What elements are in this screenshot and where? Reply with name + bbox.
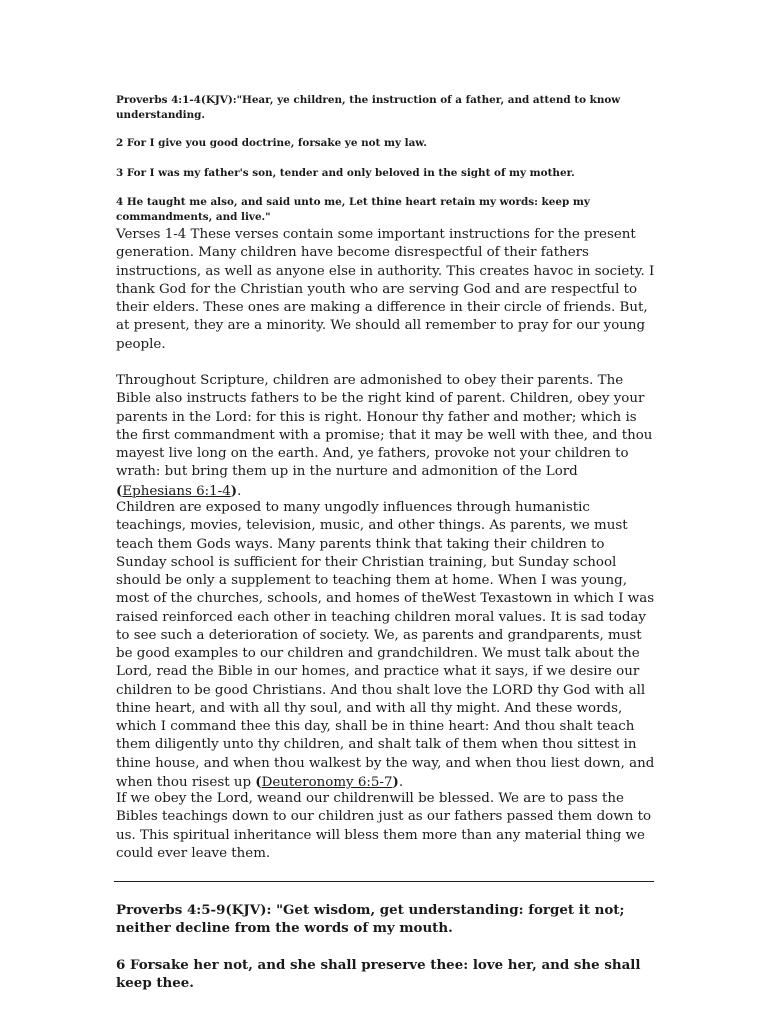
deuteronomy-reference-link[interactable]: Deuteronomy 6:5-7 bbox=[261, 774, 393, 790]
commentary-paragraph-2: Throughout Scripture, children are admonished to obey their parents. The Bible also instructs fathers to be the right kind of parent. Children, obey your parents in the Lord: for this is right. Honour thy father and mother; which is the first commandment with a promise; that it may be well with thee, and thou mayest live long on the earth. And, ye fathers, provoke not your children to wrath: but bring them up in the nurture and admonition of the Lord (Ephesians 6:1-4). bbox=[116, 373, 653, 499]
scripture-block-1-4 bbox=[116, 93, 656, 123]
commentary-paragraph-3-wrap bbox=[116, 499, 656, 792]
scripture-verse-6-wrap bbox=[116, 956, 656, 992]
paren-open: ( bbox=[255, 773, 262, 790]
scripture-verse-4: 4 He taught me also, and said unto me, Let thine heart retain my words: keep my commandments, and live." bbox=[116, 196, 590, 223]
scripture-verse-3: 3 For I was my father's son, tender and only beloved in the sight of my mother. bbox=[116, 167, 575, 179]
commentary-paragraph-3-text: Children are exposed to many ungodly influences through humanistic teachings, movies, television, music, and other things. As parents, we must teach them Gods ways. Many parents think that taking their children to Sunday school is sufficient for their Christian training, but Sunday school should be only a supplement to teaching them at home. When I was young, most of the churches, schools, and homes of theWest Texastown in which I was raised reinforced each other in teaching children moral values. It is sad today to see such a deterioration of society. We, as parents and grandparents, must be good examples to our children and grandchildren. We must talk about the Lord, read the Bible in our homes, and practice what it says, if we desire our children to be good Christians. And thou shalt love the LORD thy God with all thine heart, and with all thy soul, and with all thy might. And these words, which I command thee this day, shall be in thine heart: And thou shalt teach them diligently unto thy children, and shalt talk of them when thou sittest in thine house, and when thou walkest by the way, and when thou liest down, and when thou risest up bbox=[116, 500, 655, 790]
scripture-verse-4-wrap bbox=[116, 195, 656, 225]
ephesians-reference-link[interactable]: Ephesians 6:1-4 bbox=[122, 483, 231, 499]
commentary-paragraph-1: Verses 1-4 These verses contain some important instructions for the present generation. Many children have become disrespectful of their fathers instructions, as well as anyone else in authority. This creates havoc in society. I thank God for the Christian youth who are serving God and are respectful to their elders. These ones are making a difference in their circle of friends. But, at present, they are a minority. We should all remember to pray for our young people. bbox=[116, 227, 655, 352]
commentary-block bbox=[116, 226, 656, 354]
scripture-block-5-9 bbox=[116, 901, 656, 937]
commentary-paragraph-4: If we obey the Lord, weand our childrenwill be blessed. We are to pass the Bibles teachings down to our children just as our fathers passed them down to us. This spiritual inheritance will bless them more than any material thing we could ever leave them. bbox=[116, 791, 652, 861]
commentary-paragraph-3: Children are exposed to many ungodly influences through humanistic teachings, movies, television, music, and other things. As parents, we must teach them Gods ways. Many parents think that taking their children to Sunday school is sufficient for their Christian training, but Sunday school should be only a supplement to teaching them at home. When I was young, most of the churches, schools, and homes of theWest Texastown in which I was raised reinforced each other in teaching children moral values. It is sad today to see such a deterioration of society. We, as parents and grandparents, must be good examples to our children and grandchildren. We must talk about the Lord, read the Bible in our homes, and practice what it says, if we desire our children to be good Christians. And thou shalt love the LORD thy God with all thine heart, and with all thy soul, and with all thy might. And these words, which I command thee this day, shall be in thine heart: And thou shalt teach them diligently unto thy children, and shalt talk of them when thou sittest in thine house, and when thou walkest by the way, and when thou liest down, and when thou risest up (Deuteronomy 6:5-7). bbox=[116, 500, 655, 790]
commentary-paragraph-4-wrap bbox=[116, 790, 656, 863]
scripture-verse-1: Proverbs 4:1-4(KJV):"Hear, ye children, the instruction of a father, and attend to know understanding. bbox=[116, 94, 621, 121]
commentary-paragraph-2-wrap bbox=[116, 372, 656, 501]
scripture-verse-2: 2 For I give you good doctrine, forsake ye not my law. bbox=[116, 137, 427, 149]
scripture-verse-5: Proverbs 4:5-9(KJV): "Get wisdom, get understanding: forget it not; neither decline from the words of my mouth. bbox=[116, 902, 625, 936]
section-divider bbox=[114, 881, 654, 882]
commentary-paragraph-2-text: Throughout Scripture, children are admonished to obey their parents. The Bible also instructs fathers to be the right kind of parent. Children, obey your parents in the Lord: for this is right. Honour thy father and mother; which is the first commandment with a promise; that it may be well with thee, and thou mayest live long on the earth. And, ye fathers, provoke not your children to wrath: but bring them up in the nurture and admonition of the Lord bbox=[116, 373, 653, 480]
paren-close: ) bbox=[230, 482, 238, 499]
scripture-verse-2-wrap bbox=[116, 136, 656, 151]
scripture-verse-3-wrap bbox=[116, 166, 656, 181]
paren-open: ( bbox=[116, 482, 123, 499]
paren-close: ) bbox=[392, 773, 399, 790]
scripture-verse-6: 6 Forsake her not, and she shall preserve thee: love her, and she shall keep thee. bbox=[116, 957, 641, 991]
